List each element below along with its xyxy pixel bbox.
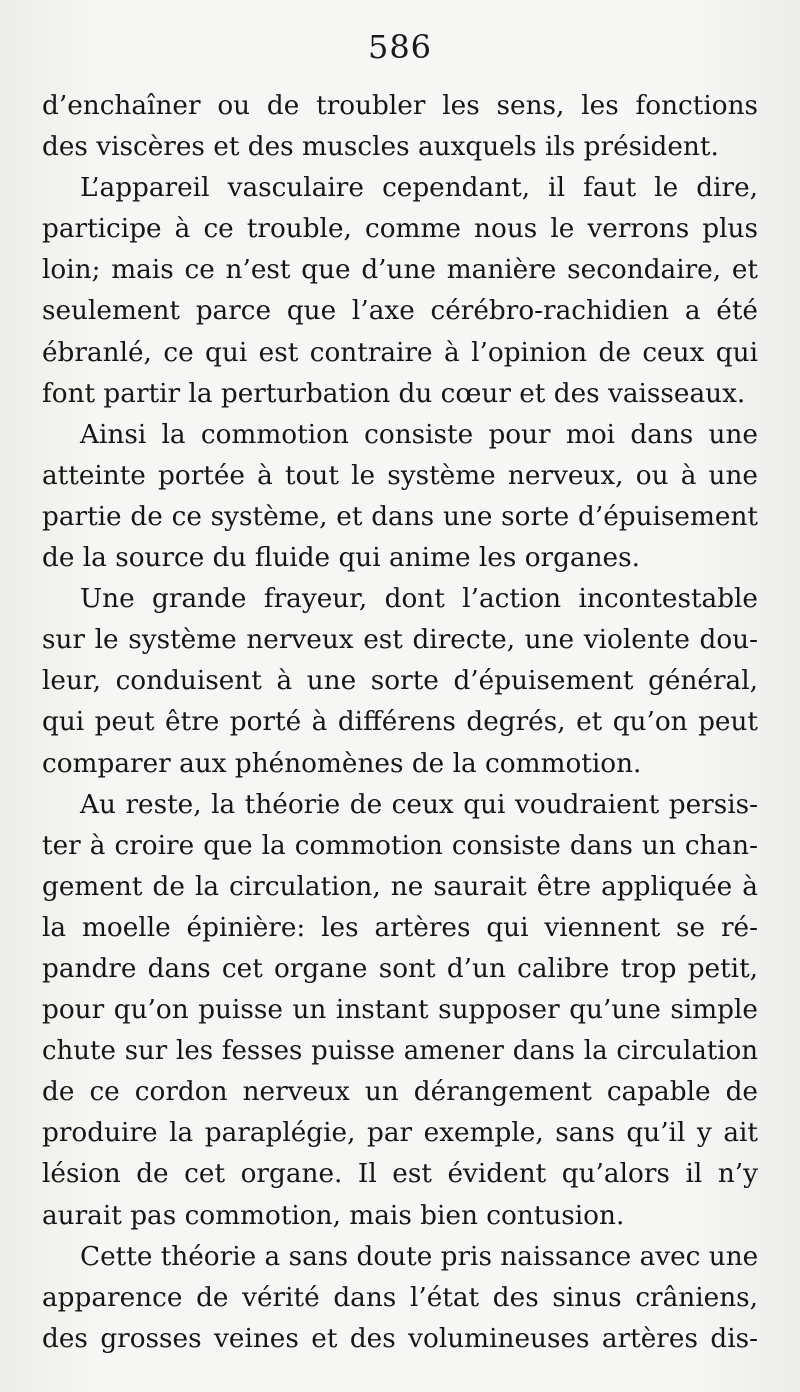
page-number: 586	[367, 28, 433, 66]
text-line: pour qu’on puisse un instant supposer qu’une simple	[42, 995, 758, 1026]
text-line: des viscères et des muscles auxquels ils président.	[42, 132, 719, 163]
text-line: de ce cordon nerveux un dérangement capable de	[42, 1077, 758, 1108]
text-line: lésion de cet organe. Il est évident qu’alors il n’y	[42, 1159, 758, 1190]
text-line: comparer aux phénomènes de la commotion.	[42, 748, 642, 779]
text-line: leur, conduisent à une sorte d’épuisement général,	[42, 666, 758, 697]
text-line: Au reste, la théorie de ceux qui voudraient persis-	[80, 789, 758, 820]
text-line: seulement parce que l’axe cérébro-rachidien a été	[42, 296, 758, 327]
text-line: produire la paraplégie, par exemple, sans qu’il y ait	[42, 1118, 758, 1149]
text-line: des grosses veines et des volumineuses artères dis-	[42, 1323, 758, 1354]
text-line: Cette théorie a sans doute pris naissance avec une	[80, 1241, 759, 1272]
text-line: qui peut être porté à différens degrés, et qu’on peut	[42, 707, 758, 738]
text-line: d’enchaîner ou de troubler les sens, les fonctions	[42, 91, 758, 121]
text-line: chute sur les fesses puisse amener dans la circulation	[42, 1036, 758, 1067]
text-line: Une grande frayeur, dont l’action incontestable	[80, 584, 758, 615]
text-line: apparence de vérité dans l’état des sinus crâniens,	[42, 1282, 758, 1313]
text-line: atteinte portée à tout le système nerveux, ou à une	[42, 460, 758, 491]
text-line: L’appareil vasculaire cependant, il faut le dire,	[80, 173, 758, 204]
text-line: font partir la perturbation du cœur et des vaisseaux.	[42, 378, 746, 409]
text-line: gement de la circulation, ne saurait être appliquée à	[42, 871, 758, 902]
text-line: Ainsi la commotion consiste pour moi dans une	[80, 419, 758, 450]
text-line: participe à ce trouble, comme nous le verrons plus	[42, 214, 758, 245]
text-line: de la source du fluide qui anime les organes.	[42, 543, 640, 574]
text-line: ébranlé, ce qui est contraire à l’opinion de ceux qui	[42, 337, 758, 368]
text-line: sur le système nerveux est directe, une violente dou-	[42, 625, 758, 656]
text-line: pandre dans cet organe sont d’un calibre trop petit,	[42, 953, 758, 984]
text-line: ter à croire que la commotion consiste dans un chan-	[42, 830, 758, 861]
text-line: aurait pas commotion, mais bien contusion.	[42, 1200, 625, 1231]
text-line: la moelle épinière: les artères qui viennent se ré-	[42, 912, 758, 943]
text-line: partie de ce système, et dans une sorte d’épuisement	[42, 501, 758, 532]
body-text	[42, 86, 758, 1360]
text-line: loin; mais ce n’est que d’une manière secondaire, et	[42, 255, 758, 286]
